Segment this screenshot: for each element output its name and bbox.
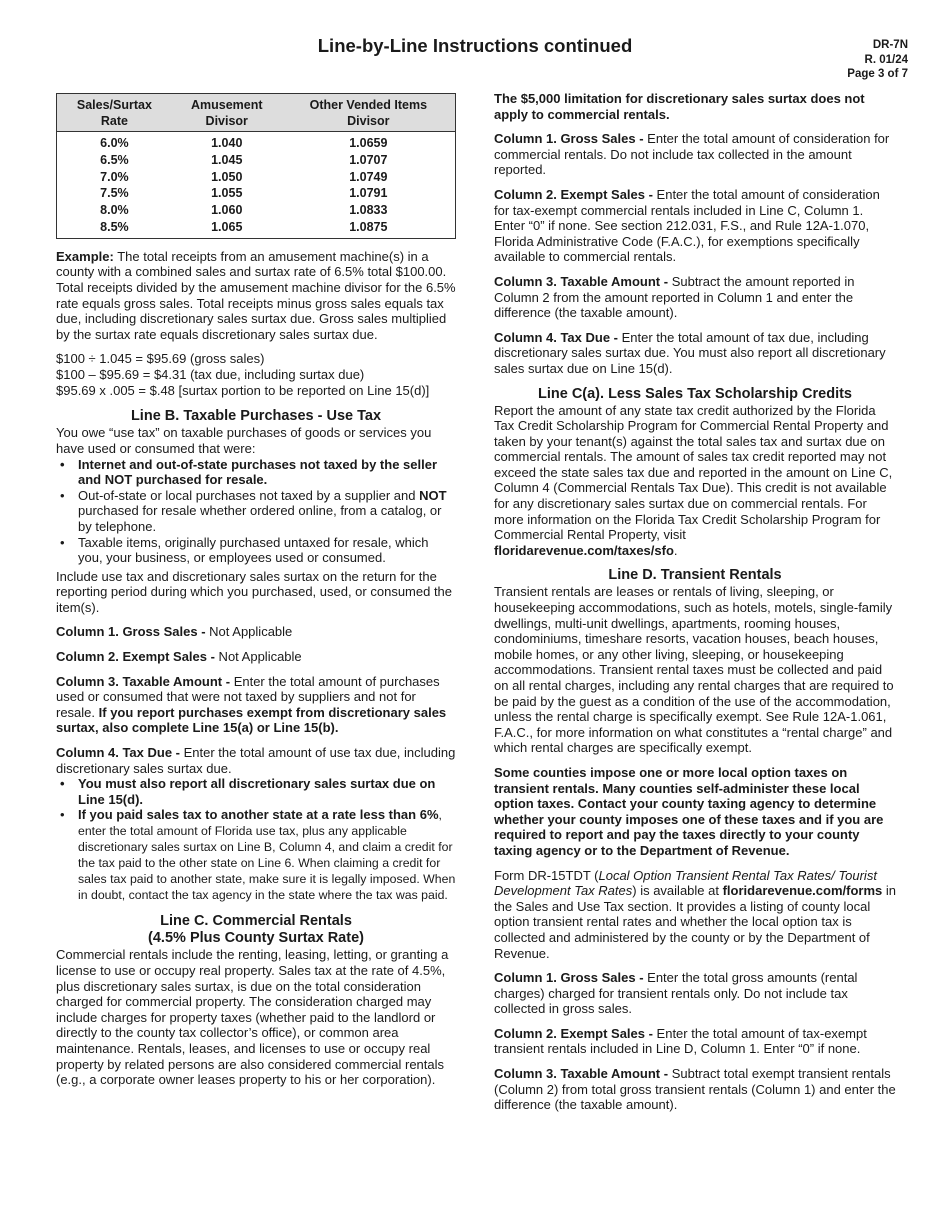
line-b-column1: Column 1. Gross Sales - Not Applicable bbox=[56, 624, 293, 640]
left-column bbox=[56, 90, 456, 1097]
table-cell: 8.0% bbox=[100, 203, 129, 218]
section-title-line-c: Line C. Commercial Rentals (4.5% Plus County Surtax Rate) bbox=[148, 913, 364, 947]
example-paragraph: Example: The total receipts from an amusement machine(s) in a county with a combined sales and surtax rate of 6.5% total $100.00. Total receipts divided by the amusement machine divisor for the 6.5% rate equals gross sales. Total receipts minus gross sales equals tax due, including discretionary sales surtax due. Gross sales multiplied by the surtax rate equals discretionary sales surtax due. bbox=[56, 248, 456, 342]
section-title-line-b: Line B. Taxable Purchases - Use Tax bbox=[130, 408, 382, 425]
table-header-vended: Other Vended Items Divisor bbox=[282, 94, 456, 132]
line-b-intro: You owe “use tax” on taxable purchases of goods or services you have used or consumed that were: bbox=[56, 425, 432, 456]
line-b-column4-bullets bbox=[56, 776, 456, 903]
table-cell: 1.0749 bbox=[349, 169, 388, 184]
right-column bbox=[494, 91, 896, 1122]
list-item: • You must also report all discretionary sales surtax due on Line 15(d). bbox=[56, 776, 456, 807]
calc-line: $100 – $95.69 = $4.31 (tax due, including surtax due) bbox=[56, 367, 365, 383]
table-row bbox=[57, 169, 456, 186]
table-cell: 7.0% bbox=[100, 169, 129, 184]
line-c-column4: Column 4. Tax Due - Enter the total amount of tax due, including discretionary sales surtax due. You must also report all discretionary sales surtax due on Line 15(d). bbox=[494, 329, 886, 376]
line-ca-text: Report the amount of any state tax credit authorized by the Florida Tax Credit Scholarship Program for Commercial Rental Property and taken by your tenant(s) against the total sales tax and surtax due on commercial rentals. The amount of sales tax credit reported may not exceed the state sales tax due and reported in the amount on Line C, Column 4 (Commercial Rentals Tax Due). This credit is not available for any discretionary sales surtax due on commercial rentals. For more information on the Florida Tax Credit Scholarship Program for Commercial Rental Property, visit floridarevenue.com/taxes/sfo. bbox=[494, 402, 893, 558]
section-title-line-d: Line D. Transient Rentals bbox=[608, 567, 782, 584]
table-cell: 1.0875 bbox=[349, 219, 388, 234]
line-d-column2: Column 2. Exempt Sales - Enter the total amount of tax-exempt transient rentals included in Line D, Column 1. Enter “0” if none. bbox=[494, 1025, 867, 1057]
table-cell: 1.0707 bbox=[349, 152, 388, 167]
table-cell: 7.5% bbox=[100, 186, 129, 201]
scholarship-link[interactable]: floridarevenue.com/taxes/sfo bbox=[494, 542, 674, 558]
page-number: Page 3 of 7 bbox=[847, 68, 908, 80]
line-c-column3: Column 3. Taxable Amount - Subtract the amount reported in Column 2 from the amount reported in Column 1 and enter the difference (the taxable amount). bbox=[494, 273, 855, 321]
line-d-form-info: Form DR-15TDT (Local Option Transient Rental Tax Rates/ Tourist Development Tax Rates) is available at floridarevenue.com/forms in the Sales and Use Tax section. It provides a listing of county local option transient rental rates and whether the local option tax is collected and administered by the county or by the Department of Revenue. bbox=[494, 867, 896, 961]
example-calculation bbox=[56, 351, 456, 399]
line-d-counties: Some counties impose one or more local option taxes on transient rentals. Many counties self-administer these local option taxes. Contact your county taxing agency to determine whether your county imposes one of these taxes and if you are required to report and pay the taxes directly to your county taxing agency or to the Department of Revenue. bbox=[494, 764, 884, 858]
table-cell: 1.050 bbox=[211, 169, 243, 184]
line-c-column2: Column 2. Exempt Sales - Enter the total amount of consideration for tax-exempt commercial rentals included in Line C, Column 1. Enter “0” if none. See section 212.031, F.S., and Rule 12A-1.070, Florida Administrative Code (F.A.C.), for exemptions specifically available to commercial rentals. bbox=[494, 186, 880, 265]
table-cell: 1.065 bbox=[211, 219, 243, 234]
divisor-table bbox=[56, 93, 456, 239]
table-row bbox=[57, 219, 456, 238]
line-b-column3: Column 3. Taxable Amount - Enter the total amount of purchases used or consumed that were not taxed by suppliers and not for resale. If you report purchases exempt from discretionary sales surtax, also complete Line 15(a) or Line 15(b). bbox=[56, 673, 447, 736]
line-d-column3: Column 3. Taxable Amount - Subtract total exempt transient rentals (Column 2) from total gross transient rentals (Column 1) and enter the difference (the taxable amount). bbox=[494, 1066, 896, 1113]
line-c-column1: Column 1. Gross Sales - Enter the total amount of consideration for commercial rentals. Do not include tax collected in the amount reported. bbox=[494, 131, 890, 178]
table-cell: 1.0833 bbox=[349, 203, 388, 218]
table-header-rate: Sales/Surtax Rate bbox=[57, 94, 172, 132]
table-row bbox=[57, 152, 456, 169]
section-title-line-ca: Line C(a). Less Sales Tax Scholarship Credits bbox=[537, 385, 852, 402]
list-item: • Out-of-state or local purchases not taxed by a supplier and NOT purchased for resale whether ordered online, from a catalog, or by telephone. bbox=[56, 488, 456, 535]
line-b-column4: Column 4. Tax Due - Enter the total amount of use tax due, including discretionary sales surtax due. bbox=[56, 745, 456, 776]
calc-line: $100 ÷ 1.045 = $95.69 (gross sales) bbox=[56, 351, 265, 367]
line-d-column1: Column 1. Gross Sales - Enter the total gross amounts (rental charges) charged for transient rentals only. Do not include tax collected in gross sales. bbox=[494, 970, 858, 1017]
table-cell: 1.045 bbox=[211, 152, 243, 167]
line-b-include: Include use tax and discretionary sales surtax on the return for the reporting period during which you purchased, used, or consumed the item(s). bbox=[56, 568, 453, 615]
form-revision: R. 01/24 bbox=[864, 53, 908, 66]
table-cell: 1.0659 bbox=[349, 136, 388, 150]
line-b-column2: Column 2. Exempt Sales - Not Applicable bbox=[56, 649, 302, 665]
table-cell: 1.060 bbox=[211, 203, 243, 218]
line-d-text: Transient rentals are leases or rentals of living, sleeping, or housekeeping accommodations, such as hotels, motels, single-family dwellings, multi-unit dwellings, apartments, rooming houses, condominiums, timeshare resorts, vacation houses, beach houses, mobile homes, or any other living, sleeping, or housekeeping accommodations. Transient rental taxes must be collected and paid on all rental charges, including any rental charges that are required to be paid by the guest as a condition of the use of the accommodation, unless the rental charge is specifically exempt. See Rule 12A-1.061, F.A.C., for more information on what constitutes a “rental charge” and which rental charges are specifically exempt. bbox=[494, 584, 894, 756]
list-item: • If you paid sales tax to another state at a rate less than 6%, enter the total amount of Florida use tax, plus any applicable discretionary sales surtax on Line B, Column 4, and claim a credit for the tax paid to the other state on Line 6. When claiming a credit for sales tax paid to another state, make sure it is legally imposed. When in doubt, contact the tax agency in the state where the tax was paid. bbox=[56, 807, 456, 903]
table-cell: 1.040 bbox=[211, 136, 243, 150]
table-row bbox=[57, 132, 456, 152]
table-cell: 8.5% bbox=[100, 219, 129, 234]
table-header-row bbox=[57, 94, 456, 132]
page-title: Line-by-Line Instructions continued bbox=[317, 35, 633, 56]
list-item: • Taxable items, originally purchased untaxed for resale, which you, your business, or employees used or consumed. bbox=[56, 535, 456, 566]
line-b-bullets bbox=[56, 457, 456, 566]
calc-line: $95.69 x .005 = $.48 [surtax portion to be reported on Line 15(d)] bbox=[56, 383, 430, 399]
list-item: • Internet and out-of-state purchases not taxed by the seller and NOT purchased for resale. bbox=[56, 457, 456, 488]
table-row bbox=[57, 202, 456, 219]
forms-link[interactable]: floridarevenue.com/forms bbox=[722, 883, 883, 899]
form-identifier bbox=[847, 38, 908, 82]
table-row bbox=[57, 185, 456, 202]
table-cell: 1.055 bbox=[211, 186, 243, 201]
table-header-amusement: Amusement Divisor bbox=[172, 94, 282, 132]
line-c-text: Commercial rentals include the renting, leasing, letting, or granting a license to use or occupy real property. Sales tax at the rate of 4.5%, plus discretionary sales surtax, is due on the total consideration charged for commercial property. The consideration charged may include charges for property taxes (whether paid to the landlord or directly to the county tax collector’s office), or common area maintenance. Rentals, leases, and licenses to use or occupy real property by related persons are also considered commercial rentals (e.g., a corporate owner leases property to his or her corporation). bbox=[56, 947, 449, 1088]
table-cell: 1.0791 bbox=[349, 186, 388, 201]
table-cell: 6.0% bbox=[100, 136, 129, 150]
form-number: DR-7N bbox=[872, 39, 908, 51]
table-cell: 6.5% bbox=[100, 152, 129, 167]
line-c-limitation: The $5,000 limitation for discretionary sales surtax does not apply to commercial rentals. bbox=[494, 91, 865, 122]
